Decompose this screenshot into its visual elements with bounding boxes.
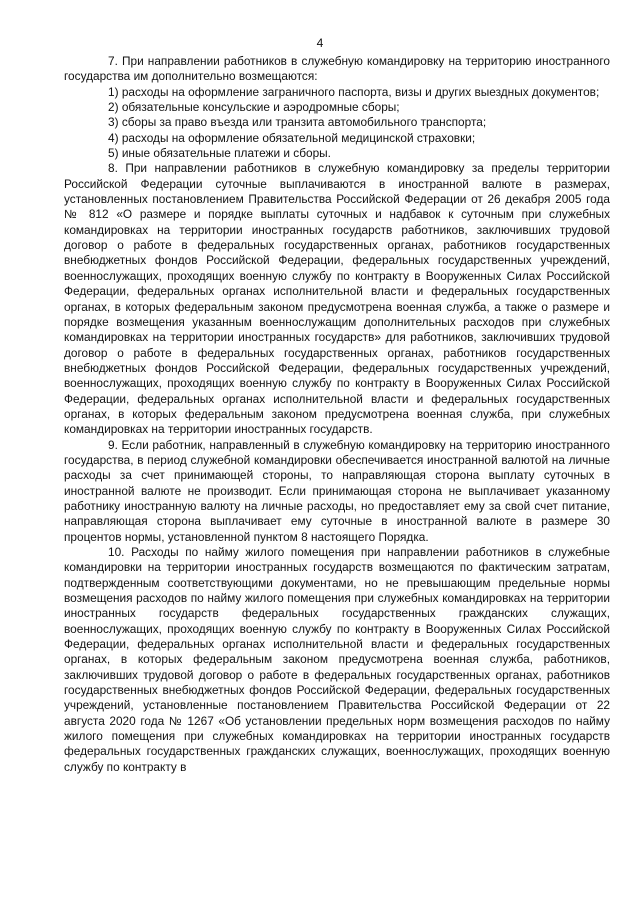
paragraph-9: 9. Если работник, направленный в служебную командировку на территорию иностранного государства, в период служебной командировки обеспечивается иностранной валютой на личные расходы за счет принимающей стороны, то направляющая сторона выплату суточных в иностранной валюте не производит. Если принимающая сторона не выплачивает указанному работнику иностранную валюту на личные расходы, но предоставляет ему за свой счет питание, направляющая сторона выплачивает ему суточные в иностранной валюте в размере 30 процентов нормы, установленной пунктом 8 настоящего Порядка. bbox=[64, 437, 610, 544]
list-item-3: 3) сборы за право въезда или транзита автомобильного транспорта; bbox=[108, 115, 487, 130]
paragraph-8: 8. При направлении работников в служебную командировку за пределы территории Российской Федерации суточные выплачиваются в иностранной валюте в размерах, установленных постановлением Правительства Российской Федерации от 26 декабря 2005 года № 812 «О размере и порядке выплаты суточных и надбавок к суточным при служебных командировках на территории иностранных государств работников, заключивших трудовой договор о работе в федеральных государственных органах, работников государственных внебюджетных фондов Российской Федерации, федеральных государственных учреждений, военнослужащих, проходящих военную службу по контракту в Вооруженных Силах Российской Федерации, федеральных органах исполнительной власти и федеральных государственных органах, в которых федеральным законом предусмотрена военная служба, а также о размере и порядке возмещения указанным военнослужащим дополнительных расходов при служебных командировках на территории иностранных государств» для работников, заключивших трудовой договор о работе в федеральных государственных органах, работников государственных внебюджетных фондов Российской Федерации, федеральных государственных учреждений, военнослужащих, проходящих военную службу по контракту в Вооруженных Силах Российской Федерации, федеральных органах исполнительной власти и федеральных государственных органах, в которых федеральным законом предусмотрена военная служба, при служебных командировках на территории иностранных государств. bbox=[64, 161, 610, 437]
paragraph-10: 10. Расходы по найму жилого помещения при направлении работников в служебные командировки на территории иностранных государств возмещаются по фактическим затратам, подтвержденным соответствующими документами, но не превышающим предельные нормы возмещения расходов по найму жилого помещения при служебных командировках на территории иностранных государств федеральных государственных гражданских служащих, военнослужащих, проходящих военную службу по контракту в Вооруженных Силах Российской Федерации, федеральных органах исполнительной власти и федеральных государственных органах, в которых федеральным законом предусмотрена военная служба, работников, заключивших трудовой договор о работе в федеральных государственных органах, работников государственных внебюджетных фондов Российской Федерации, федеральных государственных учреждений, установленные постановлением Правительства Российской Федерации от 22 августа 2020 года № 1267 «Об установлении предельных норм возмещения расходов по найму жилого помещения при служебных командировках на территории иностранных государств федеральных государственных гражданских служащих, военнослужащих, проходящих военную службу по контракту в bbox=[64, 545, 610, 774]
list-item-1: 1) расходы на оформление заграничного паспорта, визы и других выездных документов; bbox=[108, 84, 600, 99]
list-item-2: 2) обязательные консульские и аэродромные сборы; bbox=[108, 100, 400, 115]
list-item-4: 4) расходы на оформление обязательной медицинской страховки; bbox=[108, 130, 476, 145]
document-body bbox=[64, 54, 610, 775]
page-number: 4 bbox=[316, 36, 324, 50]
list-item-5: 5) иные обязательные платежи и сборы. bbox=[108, 146, 331, 161]
paragraph-7: 7. При направлении работников в служебную командировку на территорию иностранного государства им дополнительно возмещаются: bbox=[64, 54, 610, 84]
